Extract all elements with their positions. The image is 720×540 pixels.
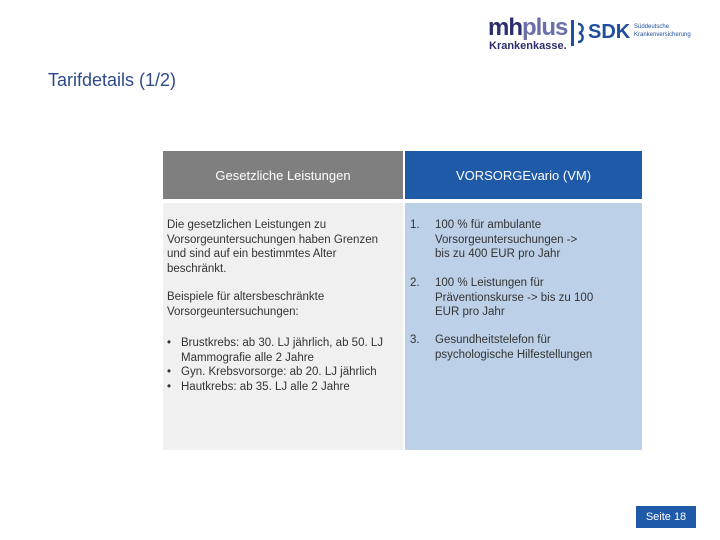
mhplus-logo-mh: mh [488, 14, 522, 41]
sdk-logo-mark-icon [569, 20, 589, 46]
header-gesetzliche-leistungen: Gesetzliche Leistungen [163, 151, 403, 199]
item-number: 1. [410, 219, 420, 231]
bullet-icon: • [167, 380, 172, 393]
sdk-logo-subtitle-line2: Krankenversicherung [634, 32, 691, 38]
left-intro-text: Die gesetzlichen Leistungen zu Vorsorgeuntersuchungen haben Grenzen und sind auf ein bestimmtes Alter beschränkt. [167, 219, 378, 275]
sdk-logo-subtitle [634, 23, 691, 39]
logo-area [488, 14, 710, 58]
bullet-text: Brustkrebs: ab 30. LJ jährlich, ab 50. LJ Mammografie alle 2 Jahre [181, 337, 383, 364]
mhplus-logo-plus: plus [522, 14, 568, 41]
bullet-text: Hautkrebs: ab 35. LJ alle 2 Jahre [181, 380, 350, 393]
item-text: 100 % Leistungen für Präventionskurse -> bis zu 100 EUR pro Jahr [435, 277, 594, 318]
sdk-logo-subtitle-line1: Süddeutsche [634, 24, 670, 30]
left-examples-text: Beispiele für altersbeschränkte Vorsorgeuntersuchungen: [167, 291, 325, 318]
left-bullet-list [167, 336, 399, 394]
right-column-body [405, 203, 642, 450]
bullet-icon: • [167, 337, 172, 349]
mhplus-logo [488, 14, 568, 52]
bullet-icon: • [167, 366, 172, 378]
page-number-badge: Seite 18 [636, 506, 696, 528]
list-item [167, 365, 399, 380]
bullet-text: Gyn. Krebsvorsorge: ab 20. LJ jährlich [181, 366, 377, 378]
page-title: Tarifdetails (1/2) [48, 70, 177, 90]
item-text: Gesundheitstelefon für psychologische Hilfestellungen [435, 334, 593, 361]
list-item [167, 380, 399, 395]
item-number: 2. [410, 277, 420, 289]
mhplus-logo-subtitle: Krankenkasse. [489, 40, 567, 52]
header-vorsorgevario: VORSORGEvario (VM) [405, 151, 642, 199]
item-number: 3. [410, 334, 420, 346]
list-item [167, 336, 399, 365]
item-text: 100 % für ambulante Vorsorgeuntersuchungen -> bis zu 400 EUR pro Jahr [435, 219, 578, 260]
sdk-logo-text: SDK [588, 21, 631, 43]
left-column-body [163, 203, 403, 450]
